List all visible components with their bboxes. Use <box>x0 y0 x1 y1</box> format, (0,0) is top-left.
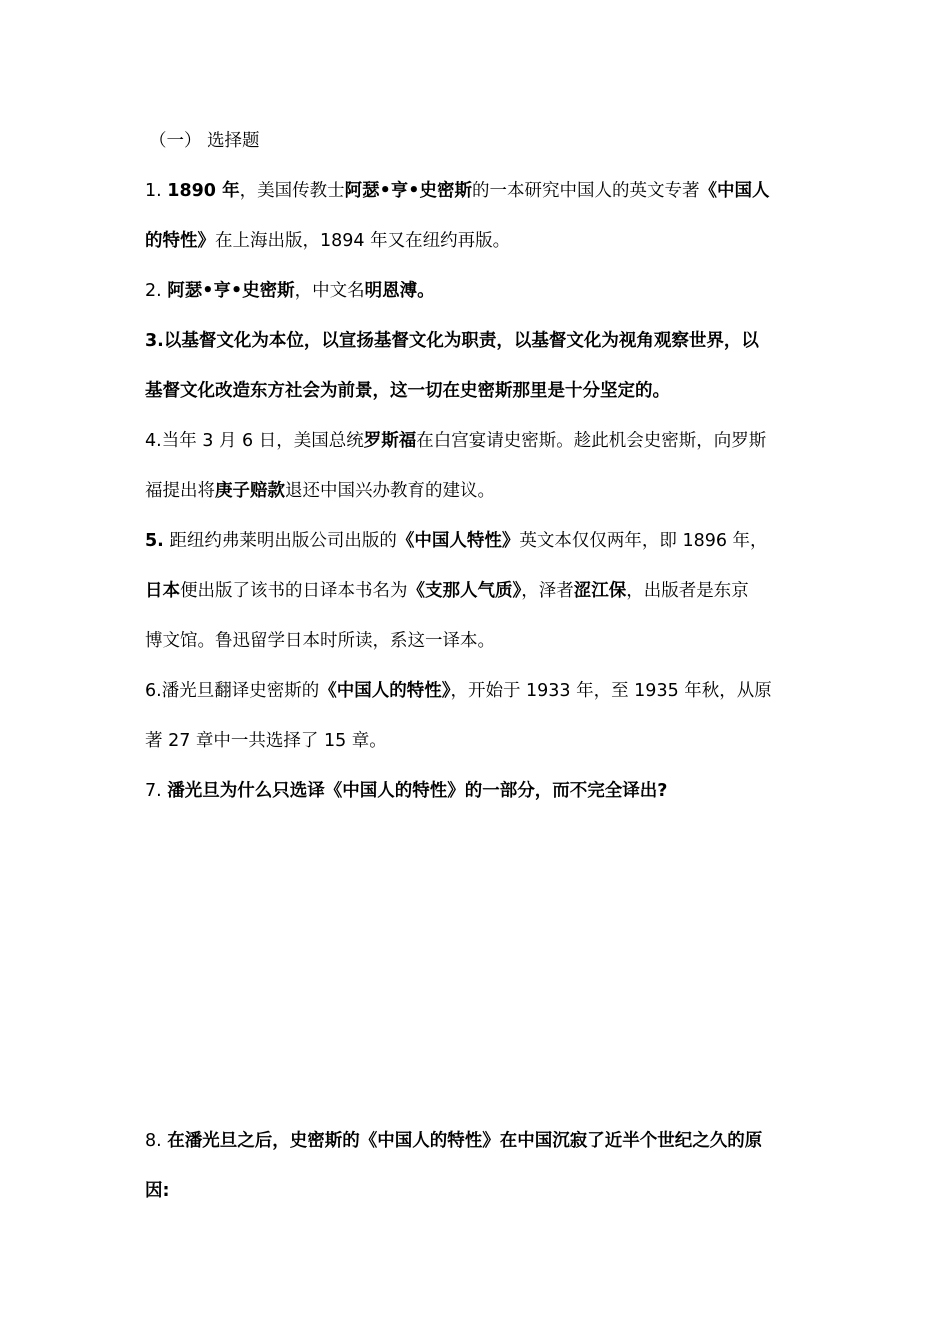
item-5-text-b: 英文本仅仅两年，即 1896 年， <box>519 531 768 551</box>
item-6-book-title: 《中国人的特性》 <box>319 681 451 701</box>
item-2-text: ，中文名 <box>294 281 365 301</box>
item-2-author: 阿瑟•亨•史密斯 <box>167 281 295 301</box>
item-5-number: 5. <box>145 531 164 551</box>
item-5-japan: 日本 <box>145 581 180 601</box>
item-2-number: 2. <box>145 281 168 301</box>
item-8-line-2 <box>145 1176 825 1206</box>
item-1-author: 阿瑟•亨•史密斯 <box>344 181 472 201</box>
item-5-translator: 涩江保 <box>573 581 627 601</box>
item-8-number: 8. <box>145 1131 168 1151</box>
item-1-text-c: 在上海出版，1894 年又在纽约再版。 <box>215 231 511 251</box>
item-4-line-2 <box>145 476 825 506</box>
item-5-japanese-title: 《支那人气质》 <box>407 581 522 601</box>
item-4-text-b: 在白宫宴请史密斯。趁此机会史密斯，向罗斯 <box>416 431 767 451</box>
item-6-text-c: 著 27 章中一共选择了 15 章。 <box>145 731 387 751</box>
item-3-line-2 <box>145 376 825 406</box>
item-5-text-a: 距纽约弗莱明出版公司出版的 <box>163 531 397 551</box>
item-4-text-c: 福提出将 <box>145 481 215 501</box>
item-7-question-text: 潘光旦为什么只选译《中国人的特性》的一部分，而不完全译出? <box>167 781 668 801</box>
item-8-text-2: 因: <box>145 1181 170 1201</box>
item-4-roosevelt: 罗斯福 <box>363 431 417 451</box>
item-1-number: 1. <box>145 181 168 201</box>
item-7-question <box>145 776 825 806</box>
item-6-line-1 <box>145 676 825 706</box>
section-heading-text: （一） 选择题 <box>149 131 260 151</box>
item-1-text-b: 的一本研究中国人的英文专著 <box>471 181 700 201</box>
item-1-line-1 <box>145 176 825 206</box>
item-5-text-d: ，泽者 <box>521 581 574 601</box>
item-2-chinese-name: 明恩溥。 <box>364 281 435 301</box>
item-7-number: 7. <box>145 781 168 801</box>
item-4-text-a: 4.当年 3 月 6 日，美国总统 <box>145 431 364 451</box>
item-1-year: 1890 年 <box>167 181 240 201</box>
item-1-book-title-part-1: 《中国人 <box>699 181 770 201</box>
item-8-text-1: 在潘光旦之后，史密斯的《中国人的特性》在中国沉寂了近半个世纪之久的原 <box>167 1131 763 1151</box>
item-5-text-e: ，出版者是东京 <box>626 581 749 601</box>
item-5-line-3 <box>145 626 825 656</box>
item-5-line-2 <box>145 576 825 606</box>
item-1-line-2 <box>145 226 825 256</box>
item-5-book-title: 《中国人特性》 <box>396 531 520 551</box>
section-heading <box>149 126 829 156</box>
item-6-text-b: ，开始于 1933 年，至 1935 年秋，从原 <box>450 681 772 701</box>
item-6-text-a: 6.潘光旦翻译史密斯的 <box>145 681 320 701</box>
item-5-line-1 <box>145 526 825 556</box>
item-5-text-c: 便出版了该书的日译本书名为 <box>180 581 408 601</box>
item-6-line-2 <box>145 726 825 756</box>
item-8-line-1 <box>145 1126 825 1156</box>
item-3-line-1 <box>145 326 825 356</box>
item-1-text-a: ，美国传教士 <box>239 181 345 201</box>
item-4-text-d: 退还中国兴办教育的建议。 <box>285 481 495 501</box>
item-3-text-1: 3.以基督文化为本位，以宣扬基督文化为职责，以基督文化为视角观察世界，以 <box>145 331 759 351</box>
item-4-line-1 <box>145 426 825 456</box>
item-2 <box>145 276 825 306</box>
item-1-book-title-part-2: 的特性》 <box>145 231 215 251</box>
item-4-boxer-indemnity: 庚子赔款 <box>215 481 285 501</box>
item-3-text-2: 基督文化改造东方社会为前景，这一切在史密斯那里是十分坚定的。 <box>145 381 670 401</box>
item-5-text-f: 博文馆。鲁迅留学日本时所读，系这一译本。 <box>145 631 495 651</box>
